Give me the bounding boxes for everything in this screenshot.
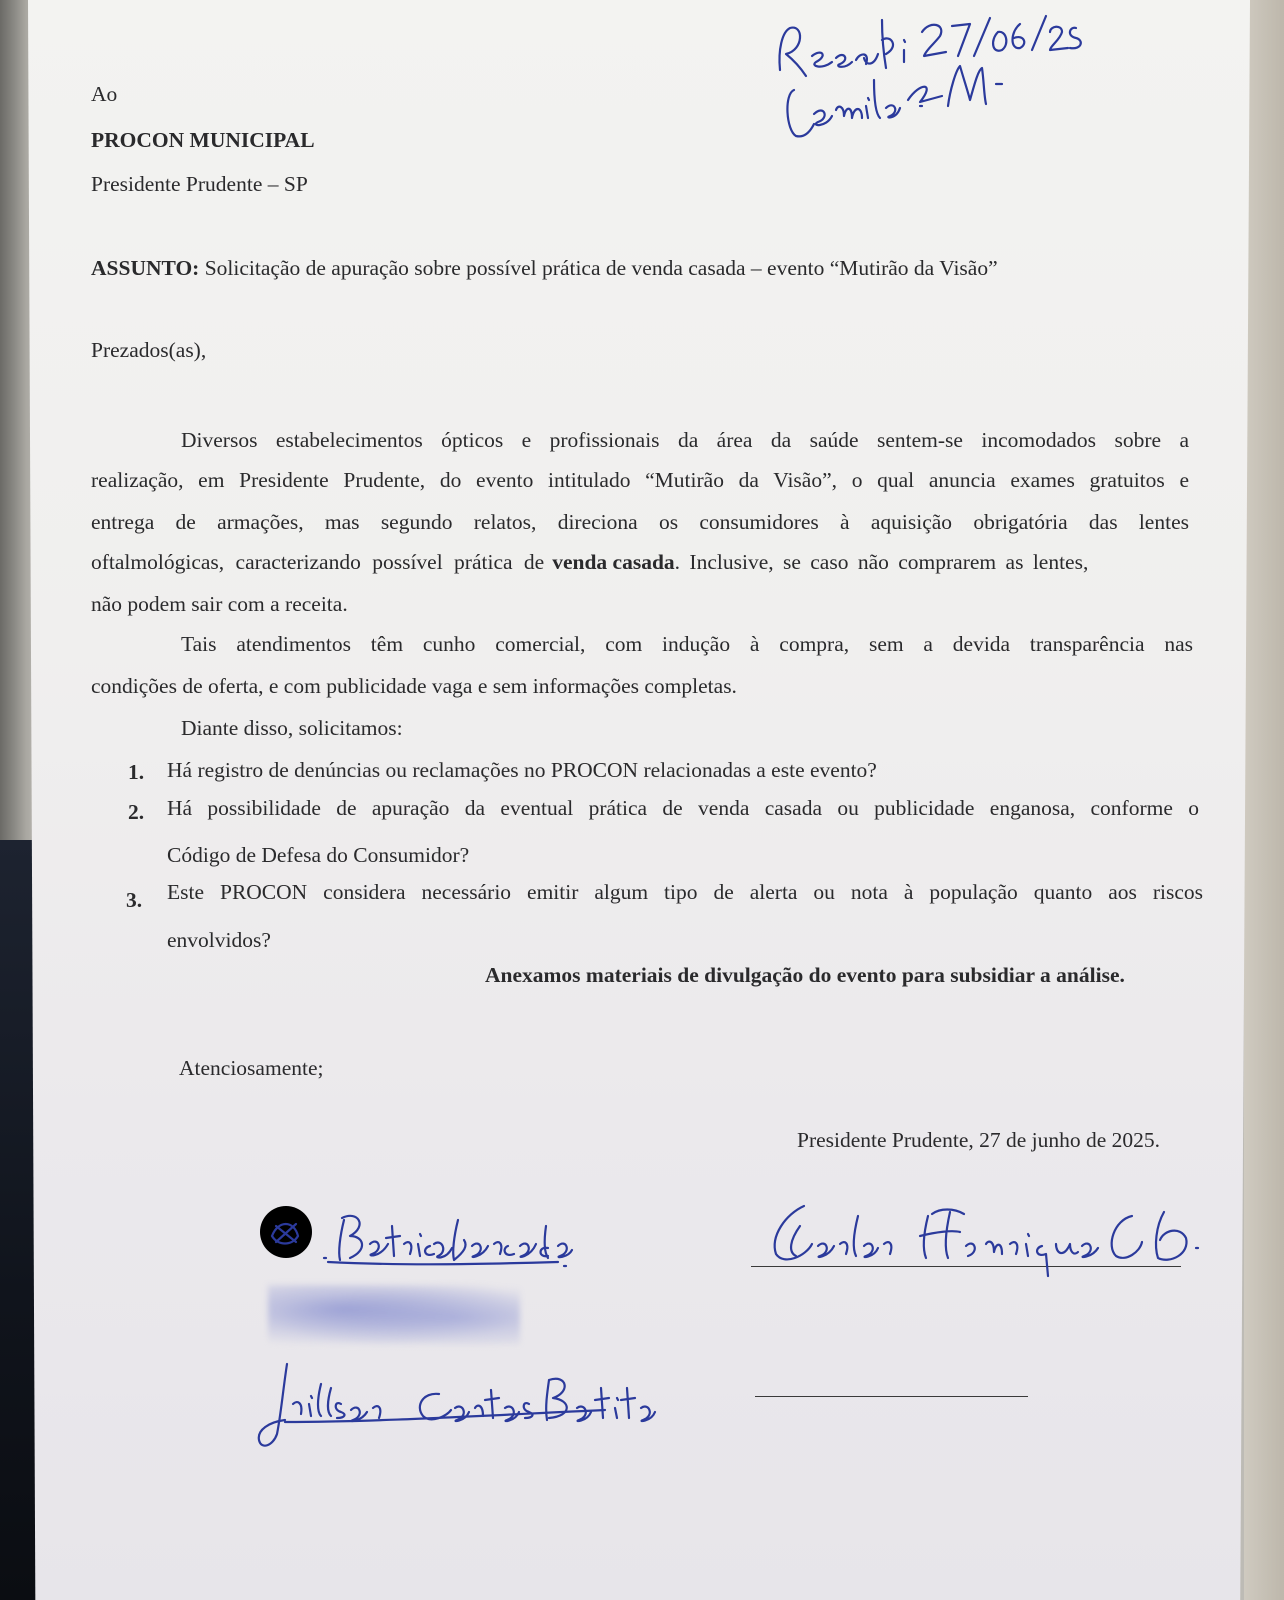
signature-3 xyxy=(255,1360,665,1460)
paragraph-2-line-2: condições de oferta, e com publicidade vaga e sem informações completas. xyxy=(91,674,737,698)
list-item-3-line-2: envolvidos? xyxy=(167,928,271,952)
signature-2 xyxy=(760,1196,1210,1286)
paragraph-2-line-1: Tais atendimentos têm cunho comercial, com indução à compra, sem a devida transparência nas xyxy=(181,632,1193,656)
recipient-city: Presidente Prudente – SP xyxy=(91,172,308,196)
subject-text: Solicitação de apuração sobre possível prática de venda casada – evento “Mutirão da Visão” xyxy=(204,256,998,280)
salutation-to: Ao xyxy=(91,82,118,106)
bold-venda-casada: venda casada xyxy=(552,550,675,574)
paragraph-1-line-4-start: oftalmológicas, caracterizando possível prática de xyxy=(91,550,545,574)
list-item-number: 1. xyxy=(128,760,145,784)
attachment-note: Anexamos materiais de divulgação do evento para subsidiar a análise. xyxy=(485,963,1125,987)
received-handwritten-note xyxy=(770,10,1060,140)
signature-1 xyxy=(258,1196,578,1286)
background-right-edge xyxy=(1244,0,1284,1600)
greeting: Prezados(as), xyxy=(91,338,207,362)
list-item-2-line-1: Há possibilidade de apuração da eventual prática de venda casada ou publicidade enganosa, conforme o xyxy=(167,796,1199,820)
redacted-stamp xyxy=(268,1285,520,1345)
list-item-2-line-2: Código de Defesa do Consumidor? xyxy=(167,843,470,867)
request-intro: Diante disso, solicitamos: xyxy=(181,716,403,740)
closing: Atenciosamente; xyxy=(179,1056,324,1080)
paragraph-1-line-4-end: . Inclusive, se caso não comprarem as lentes, xyxy=(674,550,1089,574)
paragraph-1-line-1: Diversos estabelecimentos ópticos e profissionais da área da saúde sentem-se incomodados sobre a xyxy=(181,428,1189,452)
list-item-number: 2. xyxy=(128,800,145,824)
paragraph-1-line-2: realização, em Presidente Prudente, do evento intitulado “Mutirão da Visão”, o qual anuncia exames gratuitos e xyxy=(91,468,1189,492)
subject-line xyxy=(91,258,998,280)
paragraph-1-line-4 xyxy=(91,552,1191,574)
place-date: Presidente Prudente, 27 de junho de 2025. xyxy=(797,1128,1161,1152)
paragraph-1-line-5: não podem sair com a receita. xyxy=(91,592,348,616)
list-item-1-line-1: Há registro de denúncias ou reclamações no PROCON relacionadas a este evento? xyxy=(167,758,877,782)
subject-label: ASSUNTO: xyxy=(91,256,200,280)
list-item-3-line-1: Este PROCON considera necessário emitir algum tipo de alerta ou nota à população quanto aos riscos xyxy=(167,880,1203,904)
signature-line-4 xyxy=(755,1396,1028,1397)
paragraph-1-line-3: entrega de armações, mas segundo relatos, direciona os consumidores à aquisição obrigatória das lentes xyxy=(91,510,1189,534)
list-item-number: 3. xyxy=(126,888,143,912)
recipient-name: PROCON MUNICIPAL xyxy=(91,128,315,152)
